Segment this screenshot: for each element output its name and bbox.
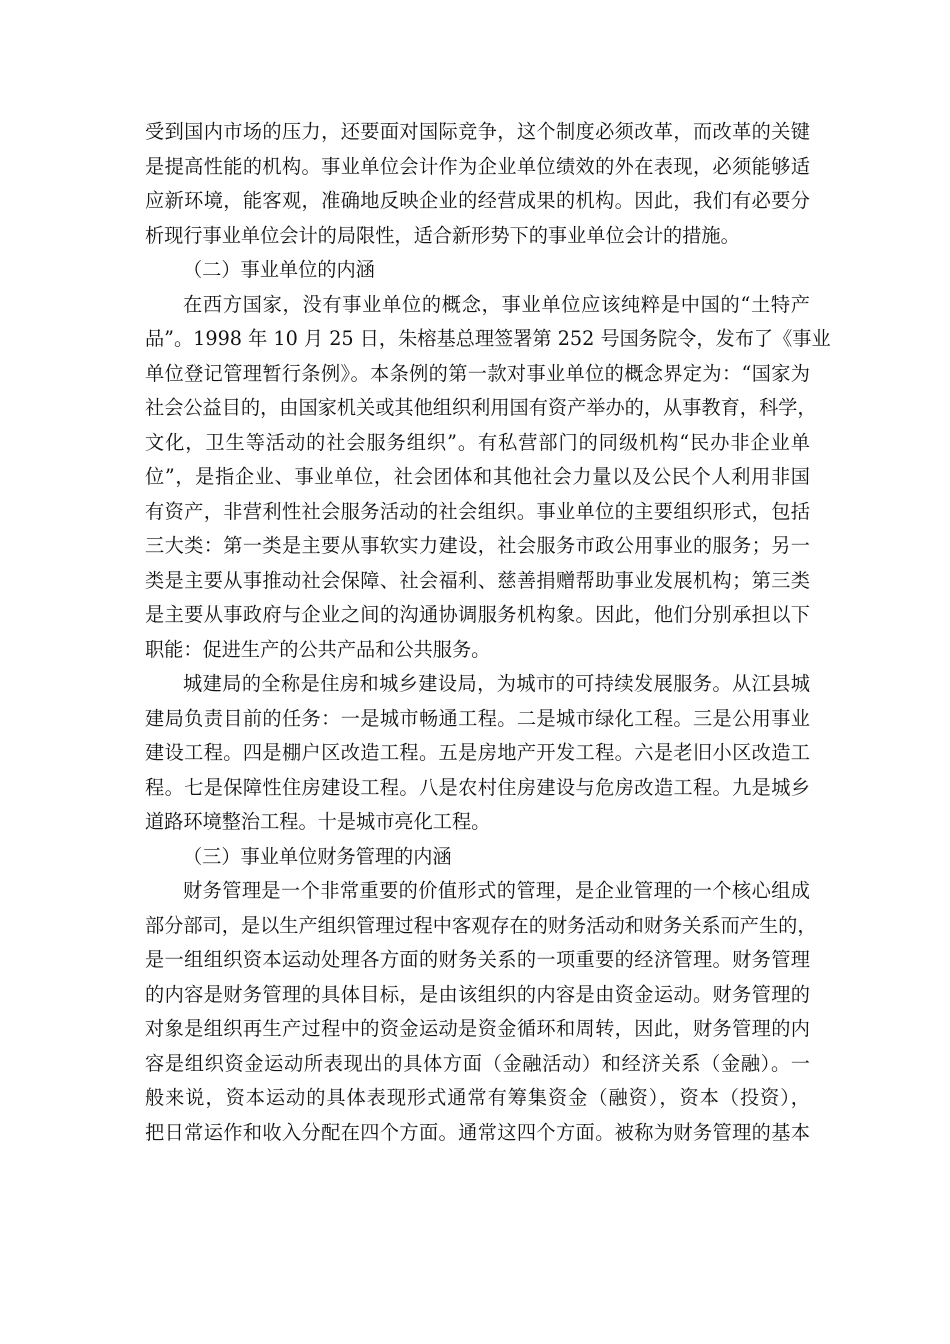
- section-heading: （二）事业单位的内涵: [183, 258, 375, 281]
- paragraph-line: 城建局的全称是住房和城乡建设局，为城市的可持续发展服务。从江县城: [183, 672, 810, 695]
- paragraph-line: 对象是组织再生产过程中的资金运动是资金循环和周转，因此，财务管理的内: [145, 1017, 810, 1040]
- document-body: [145, 115, 831, 1150]
- paragraph-line: 品”。1998 年 10 月 25 日，朱榕基总理签署第 252 号国务院令，发布了《事业: [145, 327, 831, 350]
- paragraph-line: 部分部司，是以生产组织管理过程中客观存在的财务活动和财务关系而产生的，: [145, 913, 817, 937]
- paragraph-line: 的内容是财务管理的具体目标，是由该组织的内容是由资金运动。财务管理的: [145, 982, 810, 1006]
- paragraph-line: 程。七是保障性住房建设工程。八是农村住房建设与危房改造工程。九是城乡: [145, 775, 810, 799]
- paragraph-line: 把日常运作和收入分配在四个方面。通常这四个方面。被称为财务管理的基本: [145, 1120, 810, 1144]
- paragraph-line: 般来说，资本运动的具体表现形式通常有筹集资金（融资），资本（投资），: [145, 1086, 810, 1109]
- paragraph-line: 析现行事业单位会计的局限性，适合新形势下的事业单位会计的措施。: [145, 223, 740, 247]
- paragraph-line: 建设工程。四是棚户区改造工程。五是房地产开发工程。六是老旧小区改造工: [145, 741, 810, 764]
- paragraph-line: 是一组组织资本运动处理各方面的财务关系的一项重要的经济管理。财务管理: [145, 948, 810, 971]
- paragraph-line: 有资产，非营利性社会服务活动的社会组织。事业单位的主要组织形式，包括: [145, 499, 810, 523]
- paragraph-line: 受到国内市场的压力，还要面对国际竞争，这个制度必须改革，而改革的关键: [145, 120, 810, 143]
- paragraph-line: 位”，是指企业、事业单位，社会团体和其他社会力量以及公民个人利用非国: [145, 465, 810, 488]
- paragraph-line: 文化，卫生等活动的社会服务组织”。有私营部门的同级机构“民办非企业单: [145, 430, 810, 454]
- paragraph-line: 财务管理是一个非常重要的价值形式的管理，是企业管理的一个核心组成: [183, 879, 810, 902]
- section-heading: （三）事业单位财务管理的内涵: [183, 844, 452, 868]
- paragraph-line: 职能：促进生产的公共产品和公共服务。: [145, 637, 491, 661]
- paragraph-line: 是提高性能的机构。事业单位会计作为企业单位绩效的外在表现，必须能够适: [145, 154, 810, 178]
- paragraph-line: 在西方国家，没有事业单位的概念，事业单位应该纯粹是中国的“土特产: [183, 292, 810, 316]
- paragraph-line: 建局负责目前的任务：一是城市畅通工程。二是城市绿化工程。三是公用事业: [145, 706, 810, 730]
- paragraph-line: 社会公益目的，由国家机关或其他组织利用国有资产举办的，从事教育，科学，: [145, 396, 817, 419]
- paragraph-line: 单位登记管理暂行条例》。本条例的第一款对事业单位的概念界定为：“国家为: [145, 361, 810, 385]
- paragraph-line: 是主要从事政府与企业之间的沟通协调服务机构象。因此，他们分别承担以下: [145, 603, 810, 626]
- paragraph-line: 三大类：第一类是主要从事软实力建设，社会服务市政公用事业的服务；另一: [145, 534, 810, 557]
- paragraph-line: 道路环境整治工程。十是城市亮化工程。: [145, 810, 491, 833]
- paragraph-line: 应新环境，能客观，准确地反映企业的经营成果的机构。因此，我们有必要分: [145, 189, 810, 212]
- paragraph-line: 容是组织资金运动所表现出的具体方面（金融活动）和经济关系（金融）。一: [145, 1051, 810, 1075]
- paragraph-line: 类是主要从事推动社会保障、社会福利、慈善捐赠帮助事业发展机构；第三类: [145, 568, 810, 592]
